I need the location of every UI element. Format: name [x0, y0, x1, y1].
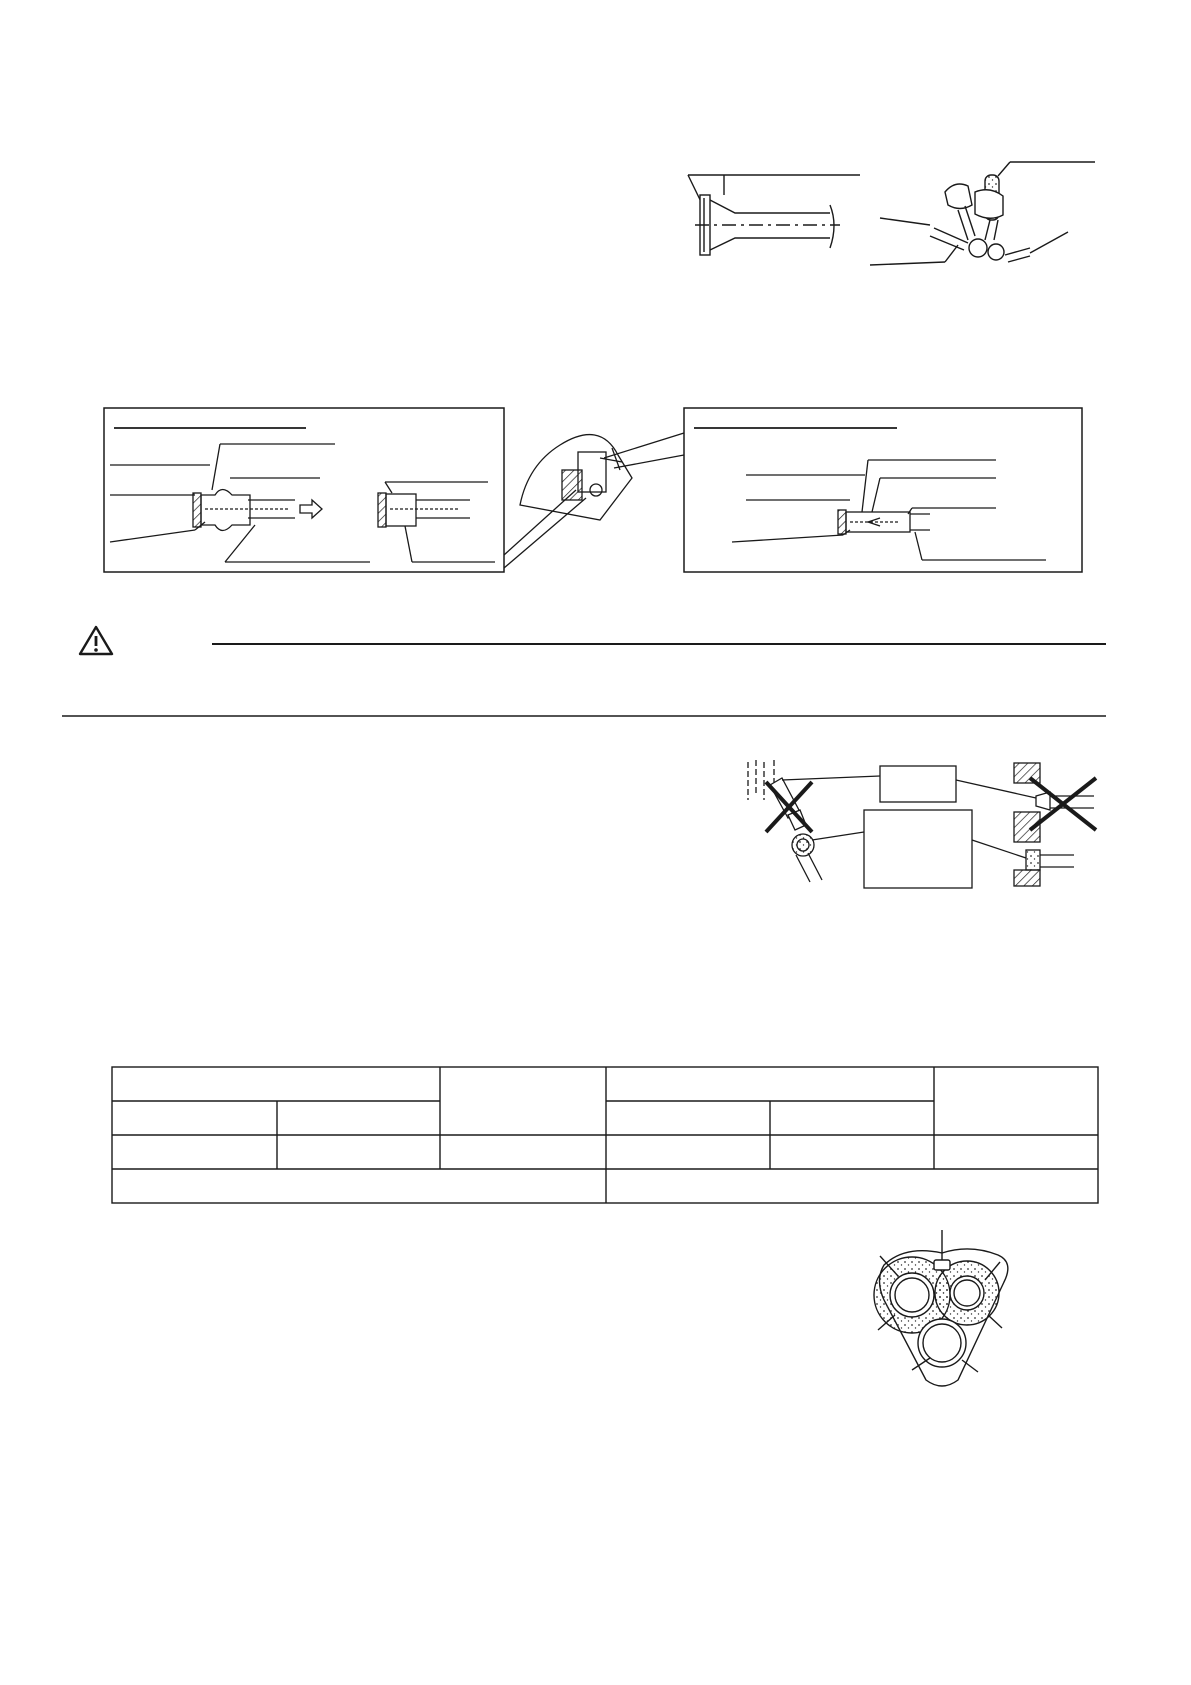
brazing-left-inset — [104, 408, 504, 572]
refrigerant-pipe-table — [112, 1067, 1098, 1203]
flare-pipe-figure — [688, 175, 860, 255]
warning-triangle-icon — [80, 627, 112, 654]
indoor-unit-illustration — [504, 433, 684, 568]
pipe-insulation-section — [874, 1230, 1008, 1386]
caution-heading — [80, 627, 1106, 654]
brazing-right-inset — [684, 408, 1082, 572]
torque-wrench-figure — [870, 162, 1095, 265]
flare-protection-figure — [748, 760, 1096, 888]
